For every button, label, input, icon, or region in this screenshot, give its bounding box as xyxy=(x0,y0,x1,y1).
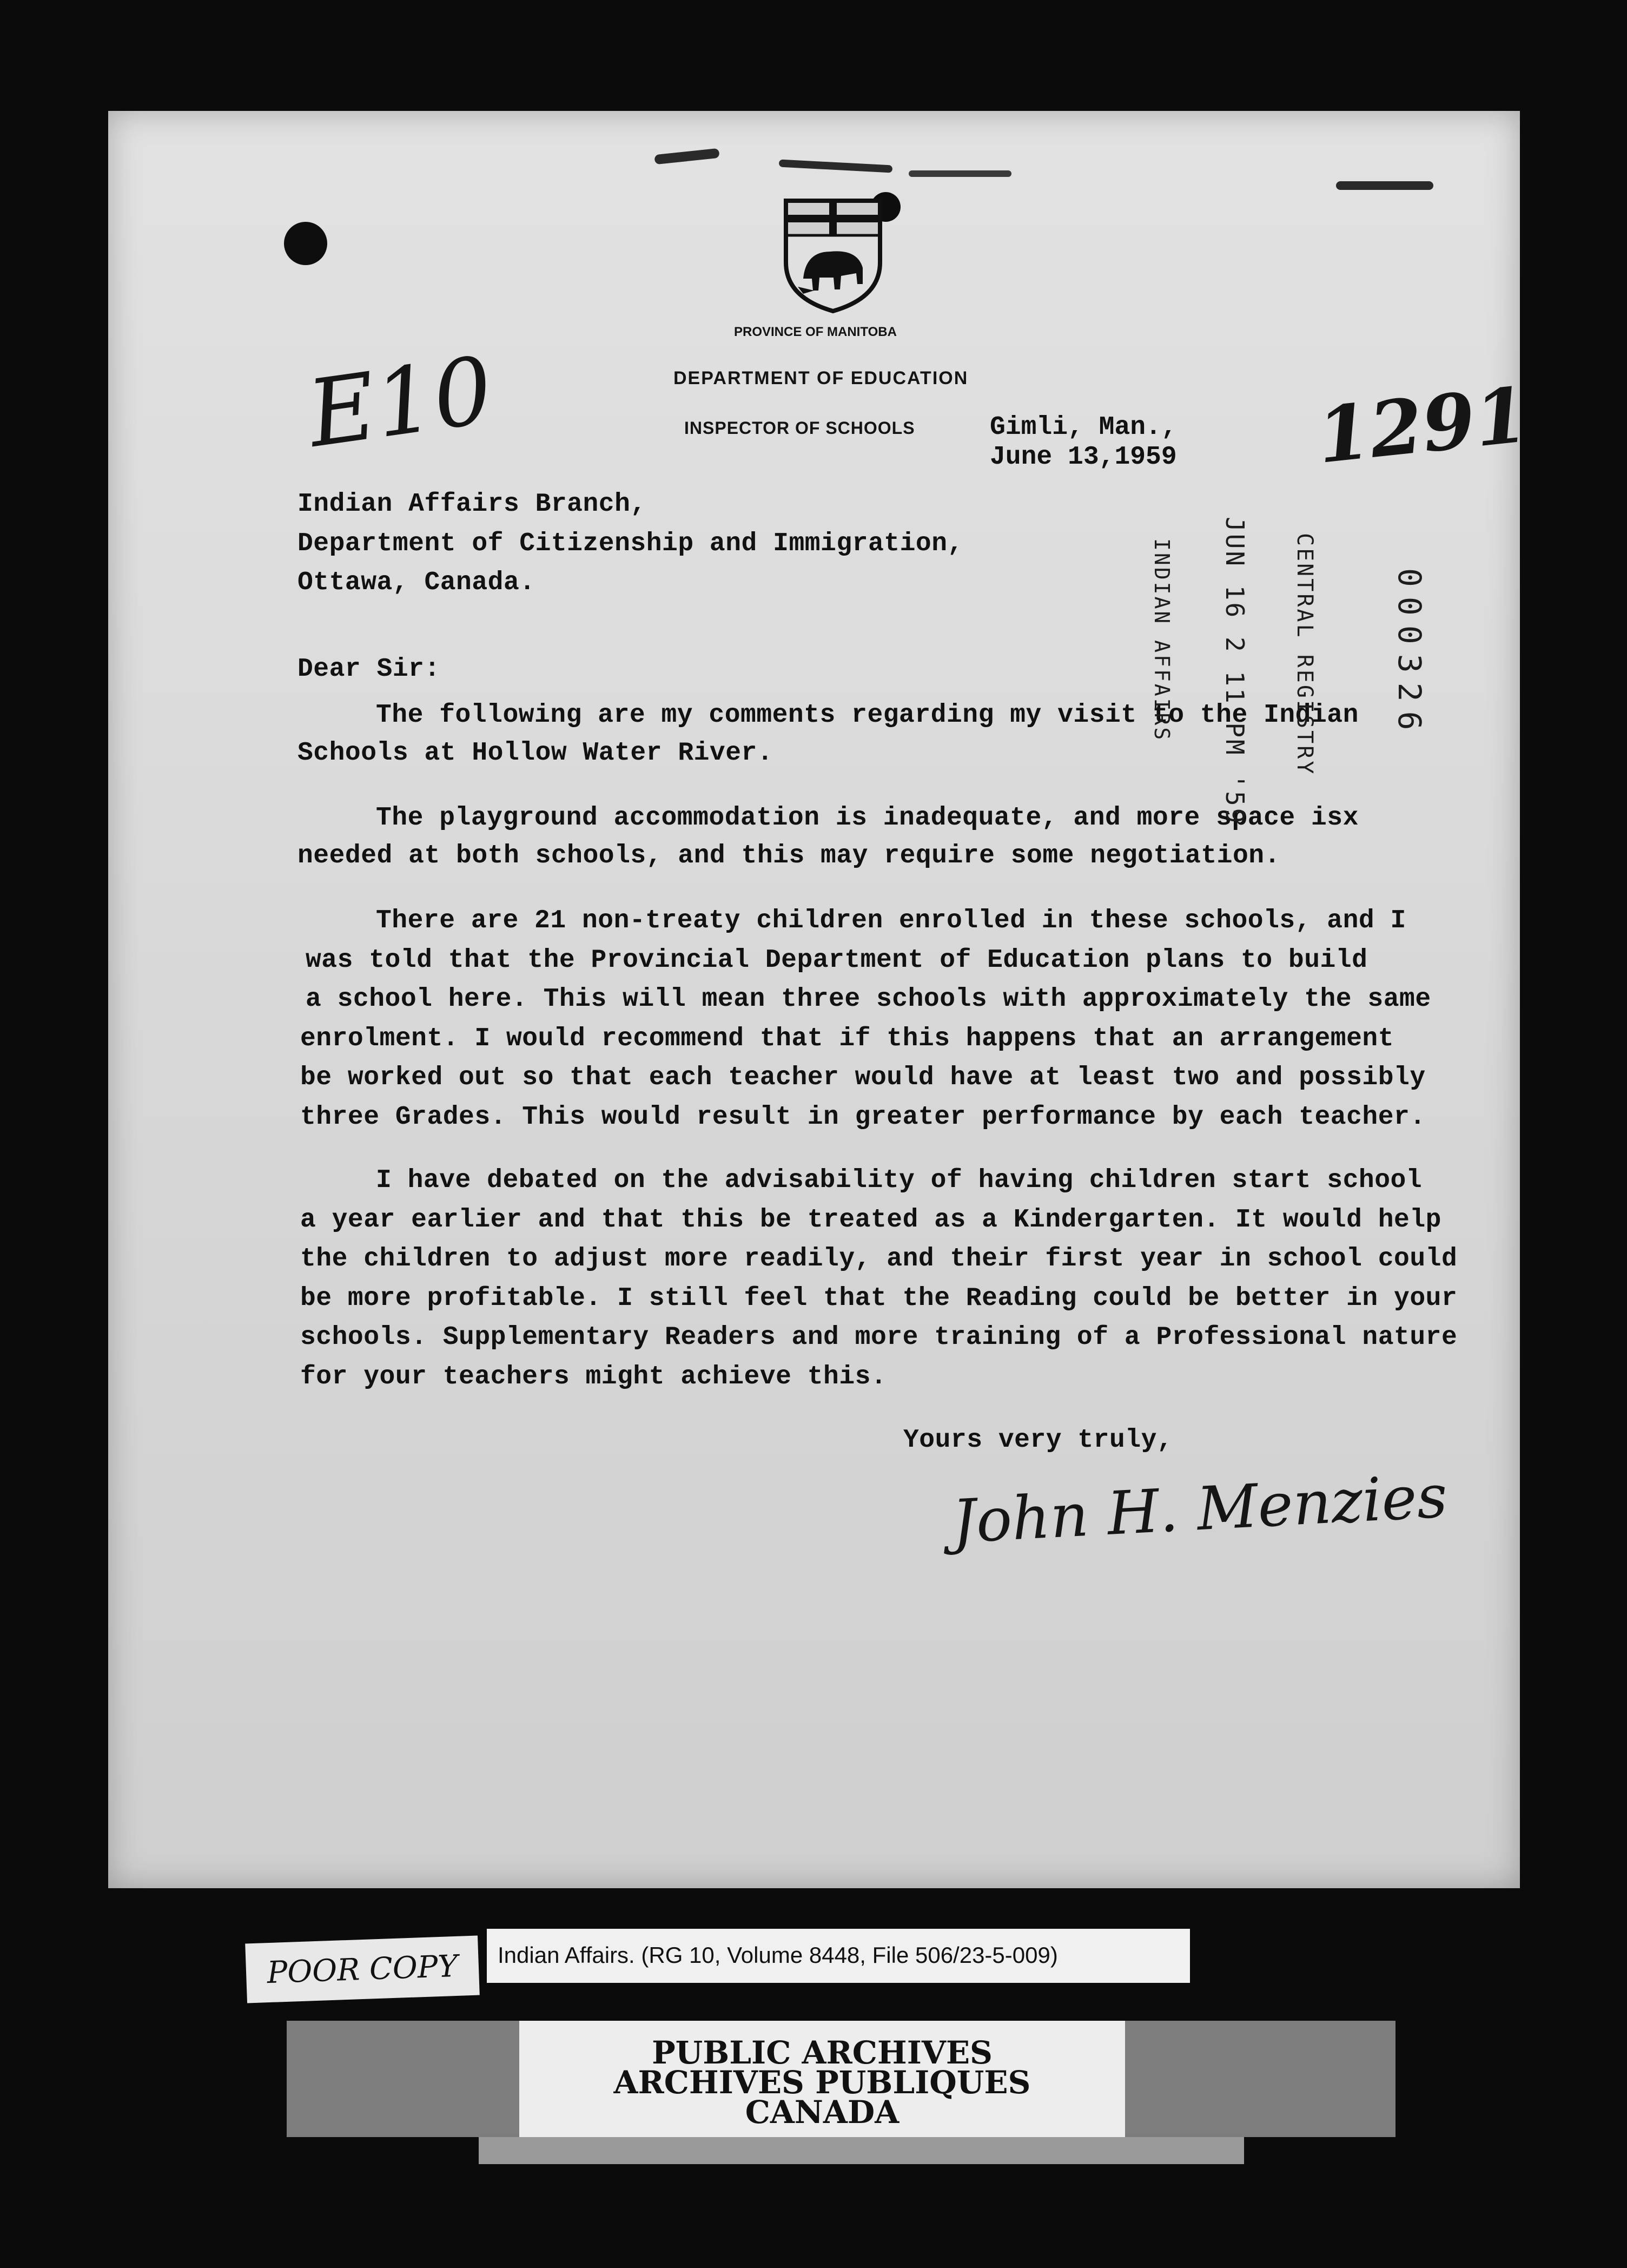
addressee-line: Department of Citizenship and Immigration, xyxy=(297,529,963,558)
paragraph-line: enrolment. I would recommend that if this happens that an arrangement xyxy=(300,1024,1394,1053)
paragraph-line: The following are my comments regarding my visit to the Indian xyxy=(376,701,1359,730)
place-line: Gimli, Man., xyxy=(990,413,1177,442)
paragraph-line: There are 21 non-treaty children enrolled in these schools, and I xyxy=(376,906,1406,935)
bottom-strip xyxy=(479,2137,1244,2164)
paragraph-line: be worked out so that each teacher would have at least two and possibly xyxy=(300,1063,1426,1092)
paragraph-line: be more profitable. I still feel that the Reading could be better in your xyxy=(300,1284,1458,1313)
paragraph-line: Schools at Hollow Water River. xyxy=(297,739,773,768)
paragraph-line: was told that the Provincial Department of Education plans to build xyxy=(306,946,1368,975)
citation-text: Indian Affairs. (RG 10, Volume 8448, File 506/23-5-009) xyxy=(498,1942,1058,1968)
paragraph-line: a school here. This will mean three schools with approximately the same xyxy=(306,985,1431,1014)
letter-page xyxy=(108,111,1532,1888)
addressee-line: Ottawa, Canada. xyxy=(297,568,535,597)
date-line: June 13,1959 xyxy=(990,443,1177,472)
paragraph-line: I have debated on the advisability of having children start school xyxy=(376,1166,1423,1195)
paragraph-line: the children to adjust more readily, and their first year in school could xyxy=(300,1244,1458,1274)
paragraph-line: three Grades. This would result in greater performance by each teacher. xyxy=(300,1103,1426,1132)
addressee-line: Indian Affairs Branch, xyxy=(297,490,646,519)
paragraph-line: for your teachers might achieve this. xyxy=(300,1362,887,1392)
smudge-mark xyxy=(909,170,1011,177)
registry-number-stamp: 000326 xyxy=(1391,568,1428,740)
archives-label xyxy=(519,2021,1125,2137)
paragraph-line: needed at both schools, and this may require some negotiation. xyxy=(297,841,1280,871)
smudge-mark xyxy=(779,160,892,173)
archives-line: ARCHIVES PUBLIQUES xyxy=(613,2064,1031,2101)
letterhead-department: DEPARTMENT OF EDUCATION xyxy=(673,368,969,388)
ink-blot xyxy=(284,222,327,265)
manitoba-coat-of-arms-icon xyxy=(782,197,884,314)
smudge-mark xyxy=(654,148,719,164)
poor-copy-text: POOR COPY xyxy=(266,1948,459,1990)
paragraph-line: schools. Supplementary Readers and more training of a Professional nature xyxy=(300,1323,1458,1352)
paragraph-line: The playground accommodation is inadequate, and more space isx xyxy=(376,803,1359,833)
smudge-mark xyxy=(1336,181,1433,190)
salutation: Dear Sir: xyxy=(297,655,440,684)
paragraph-line: a year earlier and that this be treated as a Kindergarten. It would help xyxy=(300,1205,1441,1235)
poor-copy-label xyxy=(245,1936,480,2003)
handwritten-corner-mark: 1291 xyxy=(1313,371,1532,481)
signature: John H. Menzies xyxy=(950,1461,1449,1557)
letterhead-office: INSPECTOR OF SCHOOLS xyxy=(684,418,915,438)
central-registry-stamp: CENTRAL REGISTRY xyxy=(1292,533,1317,776)
archives-line: PUBLIC ARCHIVES xyxy=(652,2034,993,2071)
archives-line: CANADA xyxy=(745,2094,900,2131)
closing: Yours very truly, xyxy=(903,1426,1173,1455)
received-stamp: JUN 16 2 11 PM '59 xyxy=(1220,517,1249,826)
public-archives-stamp xyxy=(287,2021,1395,2137)
citation-label xyxy=(487,1929,1190,1983)
handwritten-file-mark: E10 xyxy=(301,337,499,469)
indian-affairs-stamp: INDIAN AFFAIRS xyxy=(1150,538,1174,742)
letterhead-province: PROVINCE OF MANITOBA xyxy=(734,325,897,339)
